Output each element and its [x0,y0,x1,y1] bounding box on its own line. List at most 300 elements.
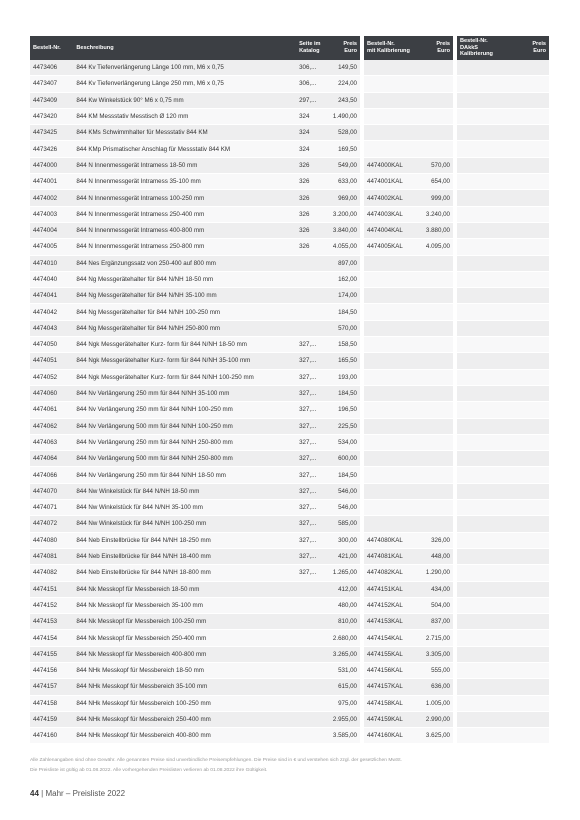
dakks-row [457,207,549,223]
dakks-order-number-cell [457,728,515,744]
dakks-order-number-cell [457,272,515,288]
dakks-row [457,353,549,369]
calibration-row [364,288,453,304]
price-cell: 300,00 [325,533,360,549]
calibration-price-cell: 636,00 [420,679,453,695]
order-number-cell: 4474052 [30,370,73,386]
dakks-price-cell [515,630,549,646]
calibration-order-number-cell [364,500,420,516]
calibration-row [364,174,453,190]
dakks-price-cell [515,141,549,157]
table-row [30,76,360,92]
catalog-page-cell: 297,... [296,93,325,109]
order-number-cell: 4474081 [30,549,73,565]
price-cell: 570,00 [325,321,360,337]
order-number-cell: 4474051 [30,353,73,369]
order-number-cell: 4474157 [30,679,73,695]
price-cell: 975,00 [325,696,360,712]
dakks-price-cell [515,728,549,744]
price-cell: 243,50 [325,93,360,109]
description-cell: 844 NHk Messkopf für Messbereich 400-800 mm [73,728,296,744]
order-number-cell: 4474042 [30,304,73,320]
order-number-cell: 4474072 [30,516,73,532]
footnote-line: Die Preisliste ist gültig ab 01.08.2022. Alle vorhergehenden Preislisten verlieren ab 01.08.2022 ihre Gültigkeit. [30,767,268,773]
dakks-order-number-cell [457,93,515,109]
catalog-page-cell: 326 [296,207,325,223]
calibration-order-number-cell [364,467,420,483]
order-number-cell: 4474060 [30,386,73,402]
price-cell: 969,00 [325,190,360,206]
dakks-price-cell [515,256,549,272]
price-cell: 184,50 [325,386,360,402]
calibration-row [364,565,453,581]
dakks-row [457,549,549,565]
calibration-row [364,239,453,255]
dakks-row [457,386,549,402]
order-number-cell: 4473420 [30,109,73,125]
calibration-order-number-cell [364,402,420,418]
dakks-order-number-cell [457,500,515,516]
calibration-price-cell: 999,00 [420,190,453,206]
price-table-header [30,36,360,60]
price-cell: 897,00 [325,256,360,272]
description-cell: 844 KMs Schwimmhalter für Messstativ 844 KM [73,125,296,141]
price-cell: 184,50 [325,467,360,483]
table-row [30,60,360,76]
price-table-body [30,60,360,744]
calibration-price-cell [420,272,453,288]
calibration-row [364,402,453,418]
dakks-row [457,272,549,288]
calibration-price-cell [420,467,453,483]
dakks-order-number-cell [457,630,515,646]
price-cell: 633,00 [325,174,360,190]
price-cell: 4.055,00 [325,239,360,255]
calibration-price-cell [420,321,453,337]
order-number-cell: 4474043 [30,321,73,337]
calibration-price-cell [420,304,453,320]
description-cell: 844 Nk Messkopf für Messbereich 100-250 mm [73,614,296,630]
calibration-order-number-cell [364,484,420,500]
description-cell: 844 N Innenmessgerät Intramess 100-250 mm [73,190,296,206]
order-number-cell: 4473426 [30,141,73,157]
price-cell: 3.200,00 [325,207,360,223]
description-cell: 844 Ng Messgerätehalter für 844 N/NH 18-50 mm [73,272,296,288]
catalog-page-cell [296,321,325,337]
calibration-price-cell: 3.240,00 [420,207,453,223]
calibration-row [364,712,453,728]
description-cell: 844 Kv Tiefenverlängerung Länge 100 mm, M6 x 0,75 [73,60,296,76]
catalog-page-cell: 327,... [296,386,325,402]
table-row [30,712,360,728]
calibration-order-number-cell: 4474151KAL [364,582,420,598]
dakks-order-number-cell [457,516,515,532]
catalog-page-cell: 327,... [296,484,325,500]
catalog-page-cell: 327,... [296,451,325,467]
description-cell: 844 NHk Messkopf für Messbereich 35-100 mm [73,679,296,695]
price-cell: 162,00 [325,272,360,288]
description-cell: 844 Nv Verlängerung 250 mm für 844 N/NH 35-100 mm [73,386,296,402]
calibration-price-cell: 326,00 [420,533,453,549]
table-row [30,272,360,288]
catalog-page-cell: 326 [296,190,325,206]
price-cell: 1.265,00 [325,565,360,581]
price-cell: 546,00 [325,484,360,500]
catalog-page-cell [296,696,325,712]
calibration-price-cell: 570,00 [420,158,453,174]
header-price: Preis Euro [325,36,360,60]
table-row [30,239,360,255]
calibration-table-body [364,60,453,744]
calibration-order-number-cell: 4474002KAL [364,190,420,206]
calibration-price-cell [420,386,453,402]
table-row [30,402,360,418]
dakks-row [457,630,549,646]
table-row [30,679,360,695]
dakks-price-cell [515,582,549,598]
calibration-row [364,500,453,516]
table-row [30,549,360,565]
calibration-price-cell: 837,00 [420,614,453,630]
table-row [30,370,360,386]
dakks-row [457,174,549,190]
description-cell: 844 Kw Winkelstück 90° M6 x 0,75 mm [73,93,296,109]
price-cell: 1.490,00 [325,109,360,125]
price-cell: 158,50 [325,337,360,353]
dakks-row [457,451,549,467]
catalog-page-cell [296,288,325,304]
calibration-row [364,158,453,174]
catalog-page-cell [296,679,325,695]
calibration-price-cell: 434,00 [420,582,453,598]
description-cell: 844 NHk Messkopf für Messbereich 18-50 mm [73,663,296,679]
order-number-cell: 4474159 [30,712,73,728]
catalog-page-cell: 324 [296,141,325,157]
calibration-price-cell [420,370,453,386]
calibration-order-number-cell [364,288,420,304]
calibration-price-cell [420,60,453,76]
table-row [30,304,360,320]
catalog-page-cell: 327,... [296,402,325,418]
catalog-page-cell [296,582,325,598]
dakks-table [457,36,549,744]
order-number-cell: 4474153 [30,614,73,630]
dakks-row [457,239,549,255]
calibration-row [364,679,453,695]
calibration-table [364,36,453,744]
dakks-price-cell [515,533,549,549]
description-cell: 844 KMp Prismatischer Anschlag für Messstativ 844 KM [73,141,296,157]
dakks-price-cell [515,239,549,255]
dakks-price-cell [515,565,549,581]
table-row [30,516,360,532]
dakks-order-number-cell [457,239,515,255]
calibration-row [364,190,453,206]
description-cell: 844 Nk Messkopf für Messbereich 35-100 mm [73,598,296,614]
table-row [30,696,360,712]
dakks-row [457,696,549,712]
dakks-order-number-cell [457,109,515,125]
dakks-order-number-cell [457,304,515,320]
dakks-row [457,321,549,337]
table-row [30,353,360,369]
calibration-order-number-cell: 4474005KAL [364,239,420,255]
description-cell: 844 Nv Verlängerung 250 mm für 844 N/NH 18-50 mm [73,467,296,483]
catalog-page-cell [296,614,325,630]
calibration-row [364,76,453,92]
calibration-row [364,728,453,744]
catalog-page-cell [296,647,325,663]
dakks-row [457,484,549,500]
dakks-order-number-cell [457,565,515,581]
header-catalog-page: Seite im Katalog [296,36,325,60]
order-number-cell: 4474156 [30,663,73,679]
calibration-price-cell: 3.305,00 [420,647,453,663]
description-cell: 844 Ngk Messgerätehalter Kurz- form für 844 N/NH 35-100 mm [73,353,296,369]
table-row [30,533,360,549]
calibration-order-number-cell: 4474153KAL [364,614,420,630]
calibration-price-cell: 1.290,00 [420,565,453,581]
description-cell: 844 Nk Messkopf für Messbereich 250-400 mm [73,630,296,646]
catalog-page-cell [296,598,325,614]
calibration-row [364,484,453,500]
price-cell: 149,50 [325,60,360,76]
calibration-order-number-cell: 4474158KAL [364,696,420,712]
dakks-row [457,60,549,76]
price-cell: 412,00 [325,582,360,598]
order-number-cell: 4474000 [30,158,73,174]
dakks-order-number-cell [457,337,515,353]
order-number-cell: 4474152 [30,598,73,614]
catalog-page-cell: 306,... [296,76,325,92]
footer-title: Mahr – Preisliste 2022 [45,789,126,798]
dakks-price-cell [515,516,549,532]
table-row [30,158,360,174]
calibration-order-number-cell [364,451,420,467]
table-row [30,223,360,239]
dakks-row [457,158,549,174]
dakks-row [457,304,549,320]
table-row [30,467,360,483]
calibration-price-cell [420,125,453,141]
dakks-price-cell [515,614,549,630]
calibration-row [364,435,453,451]
dakks-price-cell [515,174,549,190]
catalog-page-cell: 306,... [296,60,325,76]
order-number-cell: 4473409 [30,93,73,109]
calibration-row [364,370,453,386]
dakks-order-number-cell [457,533,515,549]
dakks-row [457,565,549,581]
table-row [30,109,360,125]
price-cell: 169,50 [325,141,360,157]
calibration-price-cell: 654,00 [420,174,453,190]
order-number-cell: 4474071 [30,500,73,516]
calibration-order-number-cell [364,76,420,92]
dakks-row [457,500,549,516]
calibration-price-cell: 448,00 [420,549,453,565]
table-row [30,484,360,500]
description-cell: 844 Nv Verlängerung 500 mm für 844 N/NH 100-250 mm [73,419,296,435]
dakks-row [457,337,549,353]
table-row [30,207,360,223]
dakks-price-cell [515,337,549,353]
dakks-price-cell [515,696,549,712]
calibration-price-cell: 3.625,00 [420,728,453,744]
description-cell: 844 Nv Verlängerung 250 mm für 844 N/NH 250-800 mm [73,435,296,451]
calibration-order-number-cell [364,272,420,288]
dakks-order-number-cell [457,288,515,304]
calibration-order-number-cell: 4474155KAL [364,647,420,663]
dakks-order-number-cell [457,353,515,369]
dakks-row [457,76,549,92]
header-dakks-order-number: Bestell-Nr. DAkkS Kalibrierung [457,36,515,60]
order-number-cell: 4474158 [30,696,73,712]
description-cell: 844 Ng Messgerätehalter für 844 N/NH 250-800 mm [73,321,296,337]
calibration-price-cell: 1.005,00 [420,696,453,712]
description-cell: 844 Nv Verlängerung 500 mm für 844 N/NH 250-800 mm [73,451,296,467]
dakks-row [457,663,549,679]
description-cell: 844 N Innenmessgerät Intramess 250-800 mm [73,239,296,255]
dakks-price-cell [515,663,549,679]
footnote-line: Alle Zahlenangaben sind ohne Gewähr. Alle genannten Preise sind unverbindliche Preisempfehlungen. Die Preise sind in € und verstehen sich zzgl. der gesetzlichen MwSt. [30,758,402,763]
dakks-order-number-cell [457,484,515,500]
dakks-row [457,256,549,272]
table-row [30,321,360,337]
dakks-row [457,288,549,304]
dakks-row [457,516,549,532]
catalog-page-cell: 327,... [296,419,325,435]
calibration-price-cell [420,435,453,451]
catalog-page-cell [296,712,325,728]
catalog-page-cell: 327,... [296,353,325,369]
dakks-order-number-cell [457,76,515,92]
calibration-order-number-cell: 4474081KAL [364,549,420,565]
dakks-row [457,712,549,728]
table-row [30,256,360,272]
dakks-price-cell [515,598,549,614]
description-cell: 844 Nw Winkelstück für 844 N/NH 35-100 mm [73,500,296,516]
price-cell: 2.955,00 [325,712,360,728]
dakks-order-number-cell [457,190,515,206]
calibration-order-number-cell [364,386,420,402]
price-cell: 534,00 [325,435,360,451]
price-cell: 480,00 [325,598,360,614]
catalog-page-cell: 327,... [296,467,325,483]
dakks-price-cell [515,500,549,516]
price-cell: 225,50 [325,419,360,435]
description-cell: 844 Ngk Messgerätehalter Kurz- form für 844 N/NH 100-250 mm [73,370,296,386]
catalog-page-cell [296,630,325,646]
description-cell: 844 N Innenmessgerät Intramess 250-400 mm [73,207,296,223]
dakks-price-cell [515,353,549,369]
calibration-row [364,60,453,76]
dakks-order-number-cell [457,467,515,483]
table-row [30,598,360,614]
catalog-page-cell [296,272,325,288]
price-table [30,36,360,744]
order-number-cell: 4474010 [30,256,73,272]
description-cell: 844 Neb Einstellbrücke für 844 N/NH 18-800 mm [73,565,296,581]
calibration-price-cell [420,288,453,304]
order-number-cell: 4474155 [30,647,73,663]
calibration-order-number-cell: 4474156KAL [364,663,420,679]
price-cell: 600,00 [325,451,360,467]
description-cell: 844 NHk Messkopf für Messbereich 100-250 mm [73,696,296,712]
dakks-order-number-cell [457,125,515,141]
catalog-page-cell: 327,... [296,435,325,451]
dakks-order-number-cell [457,663,515,679]
footnote [30,756,560,775]
price-cell: 585,00 [325,516,360,532]
order-number-cell: 4474002 [30,190,73,206]
price-cell: 193,00 [325,370,360,386]
page-number: 44 [30,789,39,798]
calibration-row [364,516,453,532]
dakks-order-number-cell [457,582,515,598]
table-row [30,190,360,206]
order-number-cell: 4474160 [30,728,73,744]
price-cell: 2.680,00 [325,630,360,646]
calibration-row [364,696,453,712]
price-cell: 165,50 [325,353,360,369]
calibration-price-cell [420,353,453,369]
table-row [30,93,360,109]
dakks-order-number-cell [457,174,515,190]
catalog-page-cell [296,663,325,679]
calibration-price-cell [420,76,453,92]
description-cell: 844 Neb Einstellbrücke für 844 N/NH 18-250 mm [73,533,296,549]
dakks-price-cell [515,549,549,565]
calibration-price-cell: 3.880,00 [420,223,453,239]
calibration-order-number-cell [364,60,420,76]
dakks-order-number-cell [457,549,515,565]
dakks-price-cell [515,435,549,451]
table-row [30,728,360,744]
order-number-cell: 4474004 [30,223,73,239]
dakks-order-number-cell [457,141,515,157]
table-row [30,419,360,435]
description-cell: 844 Nv Verlängerung 250 mm für 844 N/NH 100-250 mm [73,402,296,418]
calibration-order-number-cell [364,125,420,141]
dakks-row [457,614,549,630]
calibration-order-number-cell [364,370,420,386]
price-cell: 184,50 [325,304,360,320]
table-row [30,500,360,516]
calibration-order-number-cell [364,109,420,125]
calibration-price-cell: 4.095,00 [420,239,453,255]
table-row [30,630,360,646]
catalog-page-cell: 327,... [296,565,325,581]
catalog-page-cell: 327,... [296,500,325,516]
table-row [30,435,360,451]
catalog-page-cell [296,256,325,272]
dakks-price-cell [515,386,549,402]
description-cell: 844 N Innenmessgerät Intramess 400-800 mm [73,223,296,239]
price-cell: 549,00 [325,158,360,174]
calibration-price-cell [420,402,453,418]
calibration-row [364,93,453,109]
catalog-page-cell [296,728,325,744]
dakks-price-cell [515,402,549,418]
calibration-price-cell [420,419,453,435]
calibration-order-number-cell: 4474152KAL [364,598,420,614]
dakks-order-number-cell [457,614,515,630]
order-number-cell: 4474040 [30,272,73,288]
calibration-price-cell [420,141,453,157]
table-row [30,288,360,304]
calibration-price-cell: 555,00 [420,663,453,679]
